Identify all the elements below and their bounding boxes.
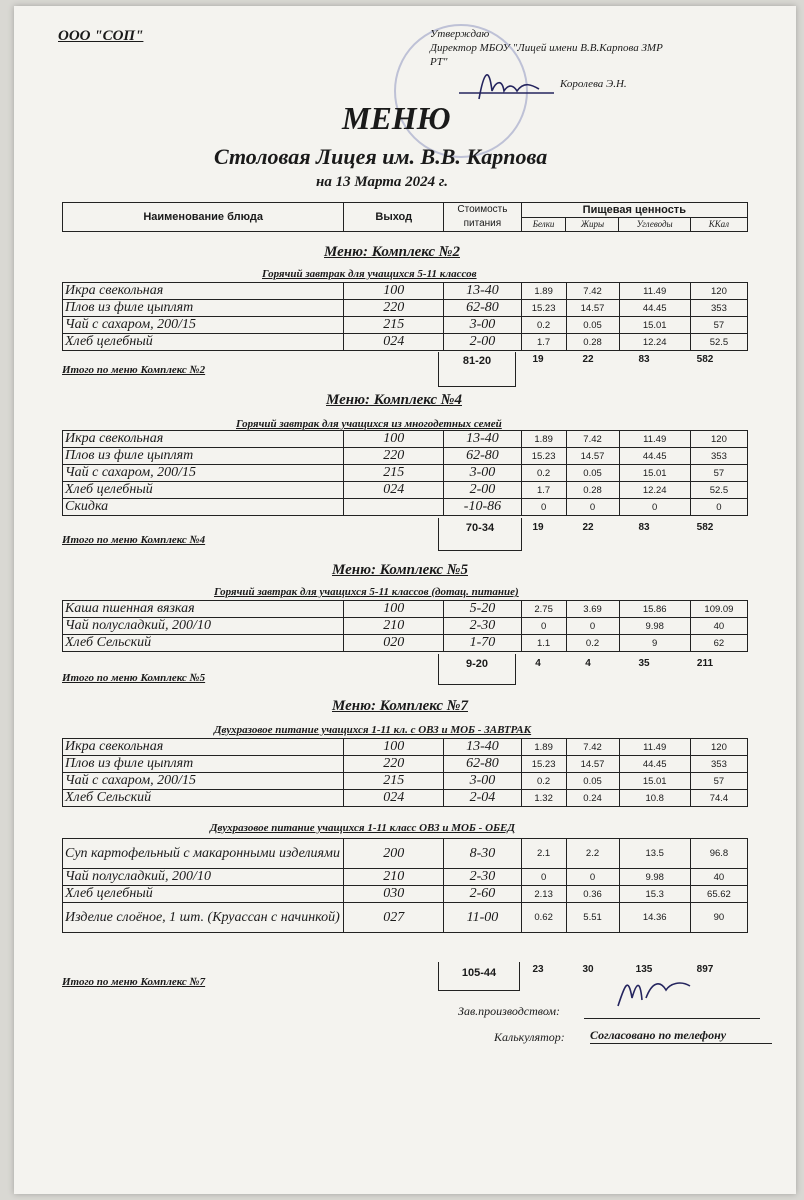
dish-name: Чай с сахаром, 200/15 [63, 773, 344, 790]
dish-fat: 0 [566, 869, 619, 886]
dish-protein: 2.1 [521, 839, 566, 869]
dish-carbs: 14.36 [619, 903, 690, 933]
dish-fat: 0.05 [566, 317, 619, 334]
total-protein-2: 19 [532, 354, 544, 365]
dish-kcal: 40 [690, 869, 747, 886]
dish-carbs: 9.98 [619, 869, 690, 886]
section-subtitle-7-lunch: Двухразовое питание учащихся 1-11 класс ОВЗ и МОБ - ОБЕД [210, 822, 515, 834]
dish-price: 5-20 [444, 601, 521, 618]
dish-price: 13-40 [444, 431, 521, 448]
dish-protein: 15.23 [521, 756, 566, 773]
section-subtitle-2: Горячий завтрак для учащихся 5-11 классов [262, 268, 477, 280]
menu-table-4 [62, 430, 748, 516]
dish-output: 220 [344, 300, 444, 317]
dish-fat: 0 [566, 499, 619, 516]
manager-signature [610, 968, 700, 1012]
menu-table-7-breakfast [62, 738, 748, 807]
dish-name: Хлеб целебный [63, 886, 344, 903]
dish-protein: 15.23 [521, 448, 566, 465]
total-fat-7: 30 [582, 964, 594, 975]
section-subtitle-5: Горячий завтрак для учащихся 5-11 классов (дотац. питание) [214, 586, 519, 598]
dish-protein: 2.75 [521, 601, 566, 618]
total-kcal-4: 582 [696, 522, 714, 533]
total-kcal-7: 897 [696, 964, 714, 975]
dish-protein: 2.13 [521, 886, 566, 903]
dish-fat: 7.42 [566, 431, 619, 448]
table-row [63, 756, 748, 773]
dish-fat: 3.69 [566, 601, 619, 618]
dish-carbs: 15.01 [619, 317, 690, 334]
dish-kcal: 120 [690, 431, 747, 448]
dish-fat: 14.57 [566, 756, 619, 773]
dish-protein: 1.1 [521, 635, 566, 652]
dish-name: Чай с сахаром, 200/15 [63, 317, 344, 334]
header-cost-line2: питания [463, 218, 502, 229]
dish-carbs: 44.45 [619, 300, 690, 317]
menu-table-7-lunch [62, 838, 748, 933]
section-title-4: Меню: Комплекс №4 [326, 392, 462, 408]
table-row [63, 773, 748, 790]
dish-protein: 15.23 [521, 300, 566, 317]
total-label-4: Итого по меню Комплекс №4 [62, 534, 206, 546]
dish-name: Суп картофельный с макаронными изделиями [63, 839, 344, 869]
dish-output: 020 [344, 635, 444, 652]
dish-name: Икра свекольная [63, 739, 344, 756]
dish-protein: 0 [521, 618, 566, 635]
dish-kcal: 74.4 [690, 790, 747, 807]
table-row [63, 601, 748, 618]
column-header-table [62, 202, 748, 232]
dish-output: 210 [344, 618, 444, 635]
header-kcal: ККал [690, 217, 747, 232]
header-cost-line1: Стоимость [457, 204, 508, 215]
dish-fat: 0.28 [566, 482, 619, 499]
dish-fat: 0.2 [566, 635, 619, 652]
dish-price: -10-86 [444, 499, 521, 516]
dish-output: 100 [344, 283, 444, 300]
dish-price: 2-30 [444, 618, 521, 635]
dish-carbs: 15.86 [619, 601, 690, 618]
dish-price: 62-80 [444, 300, 521, 317]
section-subtitle-7: Двухразовое питание учащихся 1-11 кл. с ОВЗ и МОБ - ЗАВТРАК [214, 724, 532, 736]
header-protein: Белки [521, 217, 566, 232]
dish-kcal: 65.62 [690, 886, 747, 903]
dish-output: 027 [344, 903, 444, 933]
total-carbs-4: 83 [638, 522, 650, 533]
dish-kcal: 353 [690, 300, 747, 317]
dish-price: 2-04 [444, 790, 521, 807]
dish-carbs: 12.24 [619, 482, 690, 499]
dish-kcal: 62 [690, 635, 747, 652]
dish-protein: 0.62 [521, 903, 566, 933]
dish-fat: 0.24 [566, 790, 619, 807]
total-label-2: Итого по меню Комплекс №2 [62, 364, 206, 376]
total-carbs-2: 83 [638, 354, 650, 365]
dish-protein: 0 [521, 869, 566, 886]
calc-value: Согласовано по телефону [590, 1028, 772, 1044]
dish-carbs: 9 [619, 635, 690, 652]
total-carbs-7: 135 [635, 964, 653, 975]
dish-kcal: 90 [690, 903, 747, 933]
table-row [63, 334, 748, 351]
dish-fat: 0 [566, 618, 619, 635]
dish-fat: 5.51 [566, 903, 619, 933]
total-cost-4: 70-34 [465, 522, 495, 534]
header-name: Наименование блюда [63, 203, 344, 232]
approval-name: Королева Э.Н. [560, 78, 627, 90]
header-output: Выход [344, 203, 444, 232]
page-title: МЕНЮ [342, 100, 451, 136]
table-row [63, 431, 748, 448]
dish-name: Икра свекольная [63, 283, 344, 300]
dish-output: 220 [344, 756, 444, 773]
section-subtitle-4: Горячий завтрак для учащихся из многодетных семей [236, 418, 502, 430]
total-cost-7: 105-44 [461, 967, 497, 979]
dish-carbs: 11.49 [619, 431, 690, 448]
dish-carbs: 12.24 [619, 334, 690, 351]
dish-price: 13-40 [444, 739, 521, 756]
dish-protein: 0.2 [521, 773, 566, 790]
menu-table-2 [62, 282, 748, 351]
total-protein-7: 23 [532, 964, 544, 975]
total-carbs-5: 35 [638, 658, 650, 669]
header-cost [444, 203, 521, 232]
menu-sheet [14, 6, 796, 1194]
total-fat-5: 4 [585, 658, 591, 669]
section-title-2: Меню: Комплекс №2 [324, 244, 460, 260]
manager-line [584, 1018, 760, 1019]
dish-price: 2-00 [444, 334, 521, 351]
dish-name: Хлеб целебный [63, 334, 344, 351]
dish-carbs: 9.98 [619, 618, 690, 635]
dish-kcal: 353 [690, 756, 747, 773]
dish-protein: 0 [521, 499, 566, 516]
dish-name: Чай полусладкий, 200/10 [63, 618, 344, 635]
dish-carbs: 44.45 [619, 756, 690, 773]
dish-kcal: 57 [690, 317, 747, 334]
director-signature [454, 61, 564, 106]
total-kcal-5: 211 [696, 658, 714, 669]
dish-protein: 1.89 [521, 283, 566, 300]
total-cost-box-4 [438, 518, 522, 551]
dish-carbs: 0 [619, 499, 690, 516]
total-label-5: Итого по меню Комплекс №5 [62, 672, 206, 684]
table-row [63, 869, 748, 886]
dish-kcal: 109.09 [690, 601, 747, 618]
page-date: на 13 Марта 2024 г. [316, 174, 449, 190]
header-fat: Жиры [566, 217, 619, 232]
approval-line1: Утверждаю [430, 28, 490, 40]
dish-kcal: 353 [690, 448, 747, 465]
dish-protein: 0.2 [521, 317, 566, 334]
dish-kcal: 40 [690, 618, 747, 635]
dish-kcal: 0 [690, 499, 747, 516]
dish-fat: 0.36 [566, 886, 619, 903]
dish-fat: 0.05 [566, 773, 619, 790]
menu-table-5 [62, 600, 748, 652]
dish-output: 100 [344, 431, 444, 448]
table-row [63, 739, 748, 756]
page-subtitle: Столовая Лицея им. В.В. Карпова [214, 144, 548, 169]
dish-name: Чай с сахаром, 200/15 [63, 465, 344, 482]
total-cost-2: 81-20 [462, 355, 492, 367]
dish-fat: 14.57 [566, 448, 619, 465]
dish-fat: 0.28 [566, 334, 619, 351]
dish-output: 100 [344, 601, 444, 618]
dish-carbs: 15.3 [619, 886, 690, 903]
table-row [63, 448, 748, 465]
approval-line3: РТ" [430, 56, 448, 68]
table-row [63, 790, 748, 807]
dish-output: 215 [344, 773, 444, 790]
dish-kcal: 52.5 [690, 334, 747, 351]
dish-name: Икра свекольная [63, 431, 344, 448]
dish-price: 2-30 [444, 869, 521, 886]
total-cost-box-5 [438, 654, 516, 685]
dish-carbs: 13.5 [619, 839, 690, 869]
dish-name: Плов из филе цыплят [63, 448, 344, 465]
dish-kcal: 57 [690, 465, 747, 482]
dish-fat: 7.42 [566, 283, 619, 300]
table-row [63, 465, 748, 482]
total-cost-5: 9-20 [465, 658, 489, 670]
dish-name: Хлеб целебный [63, 482, 344, 499]
dish-output: 210 [344, 869, 444, 886]
dish-kcal: 57 [690, 773, 747, 790]
dish-protein: 1.89 [521, 431, 566, 448]
dish-output: 200 [344, 839, 444, 869]
dish-output: 030 [344, 886, 444, 903]
dish-protein: 0.2 [521, 465, 566, 482]
table-row [63, 300, 748, 317]
table-row [63, 635, 748, 652]
dish-fat: 14.57 [566, 300, 619, 317]
total-protein-5: 4 [535, 658, 541, 669]
total-fat-4: 22 [582, 522, 594, 533]
table-row [63, 482, 748, 499]
dish-name: Изделие слоёное, 1 шт. (Круассан с начинкой) [63, 903, 344, 933]
dish-protein: 1.7 [521, 334, 566, 351]
dish-carbs: 15.01 [619, 773, 690, 790]
dish-kcal: 96.8 [690, 839, 747, 869]
dish-fat: 2.2 [566, 839, 619, 869]
dish-output: 024 [344, 790, 444, 807]
dish-carbs: 11.49 [619, 739, 690, 756]
dish-price: 1-70 [444, 635, 521, 652]
dish-carbs: 11.49 [619, 283, 690, 300]
dish-name: Плов из филе цыплят [63, 300, 344, 317]
dish-price: 62-80 [444, 448, 521, 465]
table-row [63, 283, 748, 300]
dish-output: 215 [344, 465, 444, 482]
dish-name: Каша пшенная вязкая [63, 601, 344, 618]
header-nutrition: Пищевая ценность [521, 203, 747, 218]
manager-label: Зав.производством: [458, 1004, 561, 1018]
dish-carbs: 15.01 [619, 465, 690, 482]
dish-carbs: 44.45 [619, 448, 690, 465]
total-cost-box-2 [438, 352, 516, 387]
dish-output: 100 [344, 739, 444, 756]
dish-name: Хлеб Сельский [63, 635, 344, 652]
table-row [63, 618, 748, 635]
dish-output: 024 [344, 482, 444, 499]
dish-name: Скидка [63, 499, 344, 516]
dish-output: 220 [344, 448, 444, 465]
approval-line2: Директор МБОУ "Лицей имени В.В.Карпова ЗМР [430, 42, 663, 54]
table-row [63, 499, 748, 516]
total-label-7: Итого по меню Комплекс №7 [62, 976, 206, 988]
calc-label: Калькулятор: [494, 1030, 565, 1044]
dish-price: 3-00 [444, 317, 521, 334]
section-title-7: Меню: Комплекс №7 [332, 698, 468, 714]
dish-price: 13-40 [444, 283, 521, 300]
dish-carbs: 10.8 [619, 790, 690, 807]
total-protein-4: 19 [532, 522, 544, 533]
dish-price: 2-00 [444, 482, 521, 499]
table-row [63, 903, 748, 933]
dish-fat: 7.42 [566, 739, 619, 756]
dish-kcal: 120 [690, 739, 747, 756]
dish-fat: 0.05 [566, 465, 619, 482]
total-cost-box-7 [438, 962, 520, 991]
dish-price: 3-00 [444, 465, 521, 482]
dish-price: 8-30 [444, 839, 521, 869]
dish-name: Плов из филе цыплят [63, 756, 344, 773]
section-title-5: Меню: Комплекс №5 [332, 562, 468, 578]
dish-protein: 1.89 [521, 739, 566, 756]
dish-price: 62-80 [444, 756, 521, 773]
dish-output [344, 499, 444, 516]
dish-protein: 1.7 [521, 482, 566, 499]
dish-name: Чай полусладкий, 200/10 [63, 869, 344, 886]
total-fat-2: 22 [582, 354, 594, 365]
dish-output: 024 [344, 334, 444, 351]
dish-protein: 1.32 [521, 790, 566, 807]
dish-kcal: 52.5 [690, 482, 747, 499]
dish-price: 11-00 [444, 903, 521, 933]
org-name: ООО "СОП" [58, 28, 144, 44]
dish-output: 215 [344, 317, 444, 334]
dish-name: Хлеб Сельский [63, 790, 344, 807]
dish-price: 2-60 [444, 886, 521, 903]
table-row [63, 317, 748, 334]
table-row [63, 886, 748, 903]
dish-kcal: 120 [690, 283, 747, 300]
header-carbs: Углеводы [619, 217, 690, 232]
total-kcal-2: 582 [696, 354, 714, 365]
table-row [63, 839, 748, 869]
dish-price: 3-00 [444, 773, 521, 790]
